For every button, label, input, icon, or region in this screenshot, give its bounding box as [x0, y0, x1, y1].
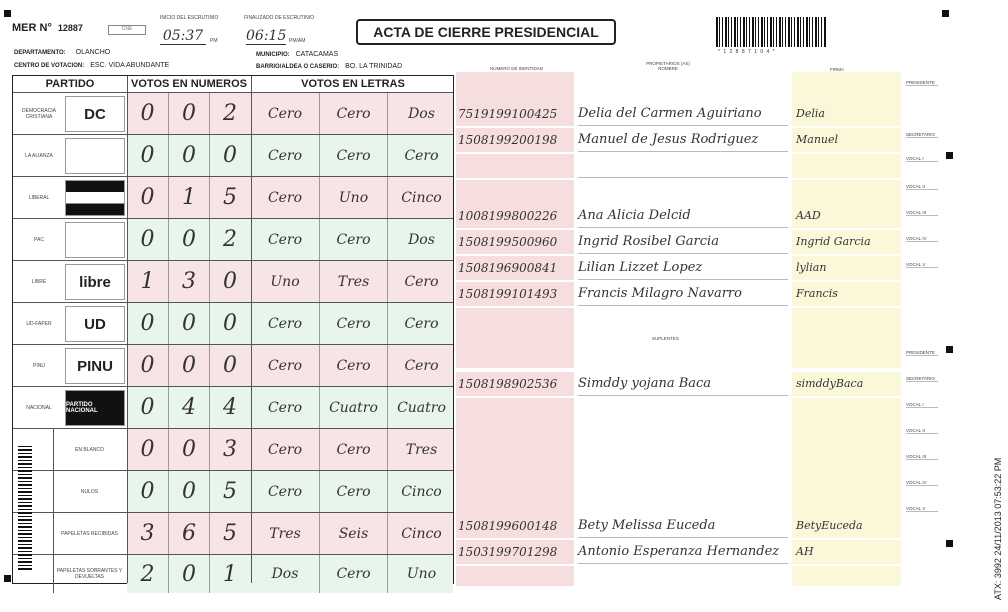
- table-header: [13, 76, 453, 92]
- vote-word: Cero: [319, 345, 387, 386]
- vote-digit: 2: [209, 219, 250, 260]
- member-signature: AAD: [792, 204, 901, 228]
- vote-word: Uno: [387, 555, 455, 593]
- vote-digit: 0: [140, 227, 155, 252]
- member-row: [456, 230, 901, 254]
- vote-digit: 0: [168, 219, 209, 260]
- member-name: Lilian Lizzet Lopez: [578, 256, 788, 280]
- member-id: 1503199701298: [456, 540, 574, 564]
- party-logo: [65, 138, 125, 174]
- vote-word: Cuatro: [319, 387, 387, 428]
- vote-digit: 4: [209, 387, 250, 428]
- vote-digit: 0: [140, 311, 155, 336]
- inicio-unit: PM: [210, 38, 218, 44]
- role-label: VOCAL IV: [906, 480, 938, 486]
- vote-word: Cinco: [387, 177, 455, 218]
- vote-word: Tres: [269, 525, 301, 542]
- table-row: [13, 134, 453, 176]
- table-row: [13, 176, 453, 218]
- vote-digit: 0: [140, 185, 155, 210]
- vote-digit: 0: [140, 479, 155, 504]
- role-label: PRESIDENTE: [906, 80, 938, 86]
- table-row: [13, 512, 453, 554]
- vote-digit: 0: [209, 345, 250, 386]
- municipio-value: CATACAMAS: [295, 51, 339, 58]
- table-row: [13, 302, 453, 344]
- vote-word: Dos: [387, 219, 455, 260]
- vote-word: Uno: [270, 273, 300, 290]
- signature-column-fill: [792, 398, 901, 514]
- suplentes-label: SUPLENTES: [652, 336, 679, 341]
- member-name: Antonio Esperanza Hernandez: [578, 540, 788, 564]
- vote-word: Cinco: [387, 471, 455, 512]
- member-row: [456, 204, 901, 228]
- table-row: [13, 344, 453, 386]
- col-id-label: NUMERO DE IDENTIDAD: [490, 66, 544, 71]
- vote-word: Cero: [319, 135, 387, 176]
- party-label: PINU: [33, 362, 45, 369]
- member-signature: BetyEuceda: [792, 514, 901, 538]
- registration-mark: [4, 575, 11, 582]
- member-signature: Ingrid Garcia: [792, 230, 901, 254]
- vote-word: Cinco: [387, 513, 455, 554]
- table-row: [13, 218, 453, 260]
- vote-word: Seis: [319, 513, 387, 554]
- party-label: NACIONAL: [26, 404, 52, 411]
- vote-digit: 0: [168, 93, 209, 134]
- party-logo: PINU: [65, 348, 125, 384]
- member-signature: Manuel: [792, 128, 901, 152]
- member-name: Francis Milagro Navarro: [578, 282, 788, 306]
- member-row: [456, 128, 901, 152]
- vote-word: Tres: [319, 261, 387, 302]
- member-name: Manuel de Jesus Rodriguez: [578, 128, 788, 152]
- table-row: [13, 92, 453, 134]
- vote-digit: 0: [168, 471, 209, 512]
- table-row: [13, 428, 453, 470]
- member-signature: Delia: [792, 102, 901, 126]
- document-title: ACTA DE CIERRE PRESIDENCIAL: [356, 19, 616, 45]
- member-signature: Francis: [792, 282, 901, 306]
- member-name: Delia del Carmen Aguiriano: [578, 102, 788, 126]
- party-label: DEMOCRACIA CRISTIANA: [22, 107, 56, 120]
- party-label: LA ALIANZA: [25, 152, 53, 159]
- inicio-time: 05:37: [160, 28, 206, 45]
- vote-digit: 0: [209, 135, 250, 176]
- registration-mark: [4, 10, 11, 17]
- id-column-fill: [456, 308, 574, 368]
- vote-word: Cero: [387, 261, 455, 302]
- vote-digit: 5: [209, 513, 250, 554]
- vote-word: Dos: [271, 566, 299, 582]
- member-id: 7519199100425: [456, 102, 574, 126]
- member-row: [456, 372, 901, 396]
- role-label: VOCAL V: [906, 262, 938, 268]
- signature-column-fill: [792, 566, 901, 586]
- member-id: 1508199101493: [456, 282, 574, 306]
- party-label: LIBRE: [31, 278, 47, 285]
- col-partido: PARTIDO: [45, 78, 95, 90]
- barcode-text: * 1 2 8 8 7 1 0 4 *: [718, 49, 776, 55]
- cne-logo: CNE: [108, 25, 146, 35]
- id-column-fill: [456, 180, 574, 204]
- member-id: 1008199800226: [456, 204, 574, 228]
- registration-mark: [946, 346, 953, 353]
- vote-word: Cero: [319, 219, 387, 260]
- party-logo: PARTIDO NACIONAL: [65, 390, 125, 426]
- member-row: [456, 282, 901, 306]
- member-signature: lylian: [792, 256, 901, 280]
- vote-digit: 6: [168, 513, 209, 554]
- final-unit: PM/AM: [289, 38, 306, 44]
- party-logo: [65, 180, 125, 216]
- member-row: [456, 154, 901, 178]
- party-label: PAC: [34, 236, 44, 243]
- vote-word: Cero: [319, 303, 387, 344]
- party-logo: DC: [65, 96, 125, 132]
- centro-label: CENTRO DE VOTACION:: [14, 63, 85, 69]
- vote-digit: 0: [140, 101, 155, 126]
- party-logo: [65, 222, 125, 258]
- side-stamp: ATX: 3992 24/11/2013 07:53:22 PM: [993, 457, 1003, 600]
- departamento-value: OLANCHO: [75, 49, 111, 56]
- barrio-label: BARRIO/ALDEA O CASERIO:: [256, 64, 340, 70]
- member-id: 1508199600148: [456, 514, 574, 538]
- departamento-field: [14, 49, 110, 56]
- vote-word: Tres: [387, 429, 455, 470]
- table-row: [13, 260, 453, 302]
- side-barcode: [18, 444, 32, 570]
- vote-digit: 0: [140, 353, 155, 378]
- vote-digit: 0: [209, 303, 250, 344]
- vote-digit: 1: [209, 555, 250, 593]
- vote-digit: 0: [140, 143, 155, 168]
- table-row: [13, 554, 453, 593]
- final-time: 06:15: [246, 28, 287, 44]
- member-id: 1508199200198: [456, 128, 574, 152]
- vote-word: Cero: [267, 315, 303, 332]
- barcode: [716, 17, 826, 47]
- vote-word: Cero: [267, 231, 303, 248]
- vote-digit: 1: [168, 177, 209, 218]
- row-label: EN BLANCO: [53, 429, 125, 470]
- vote-digit: 3: [140, 521, 155, 546]
- barrio-value: BO. LA TRINIDAD: [345, 63, 403, 70]
- member-name: Bety Melissa Euceda: [578, 514, 788, 538]
- vote-digit: 2: [140, 561, 155, 587]
- votes-table: [12, 75, 454, 587]
- table-row: [13, 470, 453, 512]
- vote-word: Cero: [319, 555, 387, 593]
- member-signature: AH: [792, 540, 901, 564]
- role-label: SECRETARIO: [906, 376, 938, 382]
- vote-word: Cero: [267, 357, 303, 374]
- vote-digit: 5: [209, 177, 250, 218]
- vote-digit: 0: [140, 437, 155, 462]
- role-label: SECRETARIO: [906, 132, 938, 138]
- vote-digit: 0: [168, 135, 209, 176]
- vote-word: Cero: [267, 105, 303, 122]
- id-column-fill: [456, 398, 574, 514]
- mer-label: MER N°: [12, 22, 52, 34]
- role-label: PRESIDENTE: [906, 350, 938, 356]
- member-row: [456, 102, 901, 126]
- inicio-label: INICIO DEL ESCRUTINIO: [160, 15, 219, 21]
- member-name: [578, 154, 788, 178]
- member-row: [456, 514, 901, 538]
- vote-digit: 0: [168, 303, 209, 344]
- vote-word: Cero: [387, 135, 455, 176]
- vote-digit: 5: [209, 471, 250, 512]
- signature-column-fill: [792, 72, 901, 102]
- party-label: LIBERAL: [28, 194, 50, 201]
- centro-field: [14, 62, 169, 69]
- departamento-label: DEPARTAMENTO:: [14, 50, 66, 56]
- member-row: [456, 256, 901, 280]
- role-label: VOCAL II: [906, 184, 938, 190]
- member-name: Simddy yojana Baca: [578, 372, 788, 396]
- vote-digit: 1: [140, 269, 155, 294]
- vote-word: Cero: [319, 93, 387, 134]
- row-label: PAPELETAS RECIBIDAS: [53, 513, 125, 554]
- vote-digit: 0: [168, 555, 209, 593]
- party-logo: libre: [65, 264, 125, 300]
- id-column-fill: [456, 72, 574, 102]
- vote-word: Cero: [319, 429, 387, 470]
- mer-number: [12, 22, 83, 34]
- municipio-field: [256, 51, 338, 58]
- vote-word: Cuatro: [387, 387, 455, 428]
- table-row: [13, 386, 453, 428]
- col-numeros: VOTOS EN NUMEROS: [131, 78, 247, 90]
- role-label: VOCAL III: [906, 210, 938, 216]
- member-name: Ingrid Rosibel Garcia: [578, 230, 788, 254]
- vote-word: Cero: [267, 399, 303, 416]
- member-signature: simddyBaca: [792, 372, 901, 396]
- member-signature: [792, 154, 901, 178]
- party-logo: UD: [65, 306, 125, 342]
- vote-word: Cero: [319, 471, 387, 512]
- registration-mark: [946, 540, 953, 547]
- role-label: VOCAL V: [906, 506, 938, 512]
- role-label: VOCAL IV: [906, 236, 938, 242]
- signature-column-fill: [792, 180, 901, 204]
- member-id: 1508196900841: [456, 256, 574, 280]
- centro-value: ESC. VIDA ABUNDANTE: [90, 62, 170, 69]
- mer-value: 12887: [57, 23, 83, 33]
- role-label: VOCAL I: [906, 402, 938, 408]
- row-label: NULOS: [53, 471, 125, 512]
- vote-word: Cero: [267, 441, 303, 458]
- registration-mark: [946, 152, 953, 159]
- role-label: VOCAL III: [906, 454, 938, 460]
- party-label: UD-FAPER: [26, 320, 52, 327]
- vote-word: Cero: [387, 303, 455, 344]
- barrio-field: [256, 63, 402, 70]
- vote-digit: 4: [168, 387, 209, 428]
- member-id: [456, 154, 574, 178]
- vote-digit: 3: [168, 261, 209, 302]
- vote-word: Cero: [267, 483, 303, 500]
- vote-word: Cero: [267, 189, 303, 206]
- signature-column-fill: [792, 308, 901, 368]
- vote-digit: 0: [168, 429, 209, 470]
- col-name-label: PROPIETARIOS (AS) NOMBRE: [646, 61, 690, 71]
- col-letras: VOTOS EN LETRAS: [301, 78, 405, 90]
- vote-digit: 3: [209, 429, 250, 470]
- id-column-fill: [456, 566, 574, 586]
- vote-word: Dos: [387, 93, 455, 134]
- municipio-label: MUNICIPIO:: [256, 52, 290, 58]
- vote-digit: 0: [209, 261, 250, 302]
- vote-word: Cero: [267, 147, 303, 164]
- role-label: VOCAL II: [906, 428, 938, 434]
- member-id: 1508199500960: [456, 230, 574, 254]
- member-row: [456, 540, 901, 564]
- member-id: 1508198902536: [456, 372, 574, 396]
- vote-word: Uno: [319, 177, 387, 218]
- vote-word: Cero: [387, 345, 455, 386]
- row-label: PAPELETAS SOBRANTES Y DEVUELTAS: [53, 555, 125, 593]
- final-label: FINALIZADO DE ESCRUTINIO: [244, 15, 315, 21]
- vote-digit: 0: [168, 345, 209, 386]
- member-name: Ana Alicia Delcid: [578, 204, 788, 228]
- vote-digit: 0: [140, 395, 155, 420]
- role-label: VOCAL I: [906, 156, 938, 162]
- vote-digit: 2: [209, 93, 250, 134]
- col-sig-label: FIRMA: [830, 67, 844, 72]
- registration-mark: [942, 10, 949, 17]
